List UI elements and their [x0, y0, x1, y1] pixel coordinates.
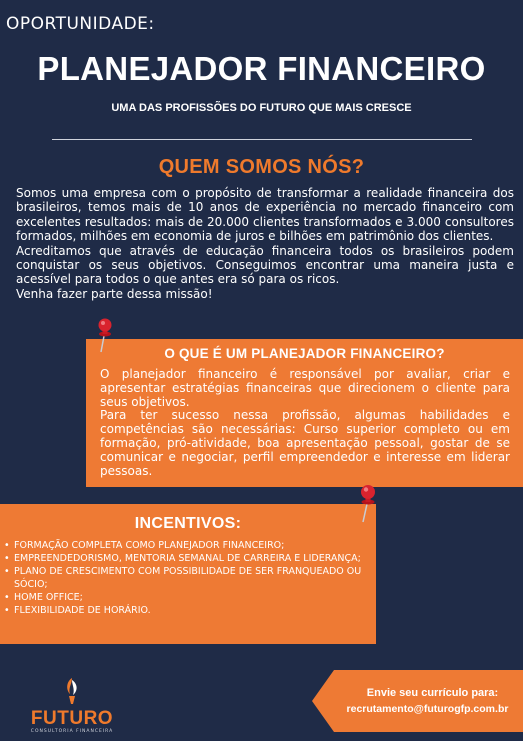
about-heading: QUEM SOMOS NÓS?: [158, 156, 365, 178]
role-paragraph: Para ter sucesso nessa profissão, algumas habilidades e competências são necessárias: Curso superior completo ou em formação, pró-atividade, boa apresentação pessoal, gostar de se comunicar e negociar, perfil empreendedor e interesse em liderar pessoas.: [100, 408, 510, 478]
role-card: [86, 339, 523, 487]
incentives-list: [4, 539, 372, 617]
list-item: • PLANO DE CRESCIMENTO COM POSSIBILIDADE DE SER FRANQUEADO OU SÓCIO;: [4, 565, 372, 591]
incentives-card: [0, 504, 376, 644]
list-item: • HOME OFFICE;: [4, 591, 372, 604]
pushpin-icon: [356, 484, 380, 524]
about-text: [16, 186, 514, 301]
pushpin-icon: [94, 318, 116, 354]
about-paragraph: Acreditamos que através de educação financeira todos os brasileiros podem conquistar os seus objetivos. Conseguimos encontrar uma maneira justa e acessível para todos o que antes era só para os ricos.: [16, 243, 514, 287]
role-text: [100, 368, 510, 478]
role-heading: O QUE É UM PLANEJADOR FINANCEIRO?: [164, 346, 445, 361]
list-item: • FLEXIBILIDADE DE HORÁRIO.: [4, 604, 372, 617]
logo-tagline: CONSULTORIA FINANCEIRA: [30, 729, 114, 734]
cta-banner: [312, 670, 523, 732]
incentives-heading: INCENTIVOS:: [134, 515, 242, 532]
logo-name: FUTURO: [30, 708, 114, 729]
about-paragraph: Somos uma empresa com o propósito de transformar a realidade financeira dos brasileiros, temos mais de 10 anos de experiência no mercado financeiro com excelentes resultados: mais de 20.000 clientes transformados e 3.000 consultores formados, milhões em economia de juros e bilhões em patrimônio dos clientes.: [16, 186, 514, 244]
eyebrow-label: OPORTUNIDADE:: [6, 14, 155, 34]
cta-background: [312, 670, 523, 732]
page-title: PLANEJADOR FINANCEIRO: [37, 50, 486, 87]
list-item: • EMPREENDEDORISMO, MENTORIA SEMANAL DE CARREIRA E LIDERANÇA;: [4, 552, 372, 565]
cta-label: Envie seu currículo para:: [366, 687, 499, 699]
list-item: • FORMAÇÃO COMPLETA COMO PLANEJADOR FINANCEIRO;: [4, 539, 372, 552]
futuro-logo: [22, 676, 122, 736]
about-paragraph: Venha fazer parte dessa missão!: [16, 286, 213, 301]
divider: [52, 139, 472, 140]
cta-email-link[interactable]: recrutamento@futurogfp.com.br: [346, 703, 509, 715]
role-paragraph: O planejador financeiro é responsável por avaliar, criar e apresentar estratégias financeiras que direcionem o cliente para seus objetivos.: [100, 367, 510, 409]
futuro-logo-icon: [60, 676, 84, 706]
page-subtitle: UMA DAS PROFISSÕES DO FUTURO QUE MAIS CRESCE: [111, 102, 412, 114]
